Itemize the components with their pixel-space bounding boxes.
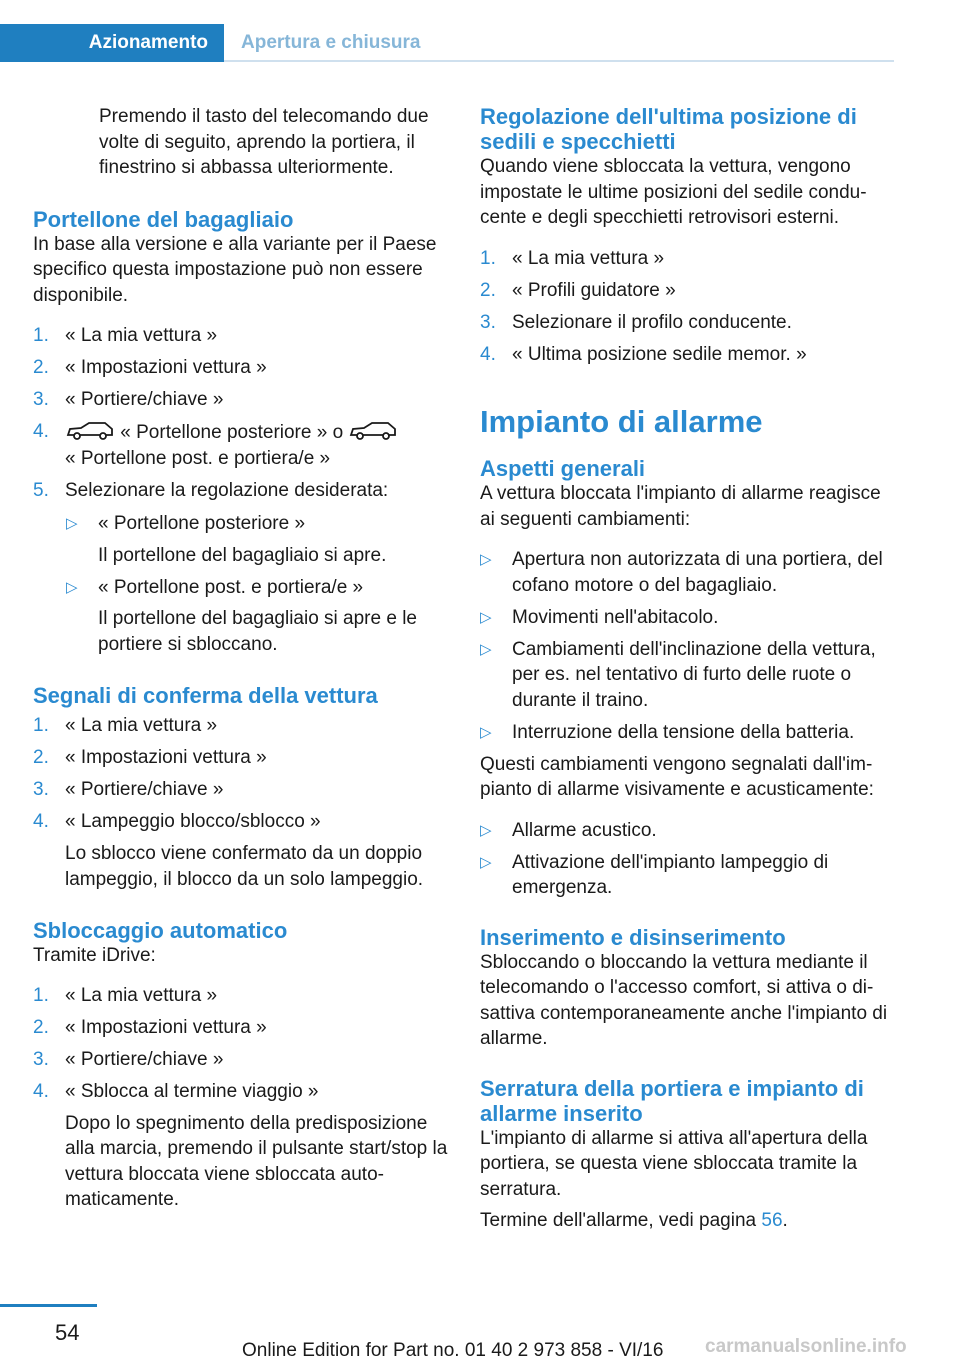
- section-tab[interactable]: [0, 24, 224, 62]
- list-item: 3. « Portiere/chiave »: [33, 389, 224, 410]
- tailgate-steps: [33, 323, 453, 657]
- list-item: 2. « Impostazioni vettura »: [33, 1016, 267, 1038]
- tailgate-options: [33, 511, 453, 657]
- triangle-bullet-icon: ▷: [66, 515, 78, 532]
- general-text: A vettura bloccata l'impianto di allarme reagisce ai seguenti cambiamenti:: [480, 483, 881, 530]
- list-item: 4. « Lampeggio blocco/sblocco »: [33, 811, 321, 832]
- memory-text: Quando viene sbloccata la vettura, vengono impostate le ultime posizioni del sedile conducente e degli specchietti retrovisori esterni.: [480, 156, 867, 228]
- right-column: [480, 104, 898, 1234]
- general-text2: Questi cambiamenti vengono segnalati dall'impianto di allarme visivamente e acusticamente:: [480, 753, 874, 800]
- triangle-bullet-icon: ▷: [480, 723, 492, 741]
- bullet-item: ▷ Interruzione della tensione della batteria.: [480, 720, 898, 746]
- autounlock-note: Dopo lo spegnimento della predisposizione alla marcia, premendo il pulsante start/stop la vettura bloccata viene sbloccata automaticamente.: [65, 1112, 448, 1210]
- heading-arming: Inserimento e disinserimento: [480, 924, 786, 950]
- bullet-item: ▷ Cambiamenti dell'inclinazione della vettura, per es. nel tentativo di furto delle ruote o durante il traino.: [480, 638, 876, 711]
- list-item: 3. « Portiere/chiave »: [33, 779, 224, 800]
- section-label: Azionamento: [88, 32, 208, 53]
- triangle-bullet-icon: ▷: [480, 551, 492, 568]
- page-number: 54: [55, 1320, 80, 1345]
- subsection-tab[interactable]: [224, 24, 894, 62]
- list-item: 1. « La mia vettura »: [480, 247, 665, 269]
- list-item: 2. « Impostazioni vettura »: [33, 357, 267, 378]
- bullet-item: ▷ Allarme acustico.: [480, 818, 898, 844]
- list-item: 4. « Sblocca al termine viaggio »: [33, 1080, 319, 1102]
- triangle-bullet-icon: ▷: [480, 853, 492, 871]
- page-link[interactable]: 56: [761, 1210, 783, 1231]
- list-item: 1. « La mia vettura »: [33, 715, 218, 736]
- bullet-item: ▷ « Portellone posteriore »: [66, 511, 453, 537]
- list-item: 4. « Ultima posizione sedile memor. »: [480, 343, 807, 365]
- option-desc: Il portellone del bagagliaio si apre.: [98, 544, 387, 566]
- bullet-item: ▷ Movimenti nell'abitacolo.: [480, 605, 898, 631]
- heading-general: Aspetti generali: [480, 456, 646, 481]
- edition-text: Online Edition for Part no. 01 40 2 973 858 - VI/16: [242, 1340, 664, 1361]
- car-tailgate-icon: [65, 419, 115, 441]
- triangle-bullet-icon: ▷: [480, 640, 492, 658]
- list-item: 2. « Profili guidatore »: [480, 279, 676, 301]
- autounlock-text: Tramite iDrive:: [33, 945, 156, 966]
- arming-text: Sbloccando o bloccando la vettura mediante il telecomando o l'accesso comfort, si attiva o disattiva contemporaneamente anche l'impianto di allarme.: [480, 951, 888, 1049]
- intro-text: Premendo il tasto del telecomando due volte di seguito, aprendo la portiera, il finestrino si abbassa ulteriormente.: [99, 106, 429, 178]
- heading-signals: Segnali di conferma della vettura: [33, 683, 378, 708]
- left-column: [33, 104, 453, 1213]
- heading-alarm: Impianto di allarme: [480, 404, 763, 439]
- watermark: carmanualsonline.info: [705, 1336, 907, 1357]
- autounlock-steps: [33, 983, 453, 1213]
- bullet-item: ▷ Attivazione dell'impianto lampeggio di emergenza.: [480, 851, 829, 898]
- car-tailgate-doors-icon: [348, 419, 398, 441]
- option-desc: Il portellone del bagagliaio si apre e le portiere si sbloccano.: [98, 608, 417, 655]
- doorlock-ref: Termine dell'allarme, vedi pagina 56.: [480, 1210, 788, 1231]
- list-item: 4. « Portellone posteriore » o « Portellone post. e portiera/e »: [33, 419, 453, 471]
- subsection-label: Apertura e chiusura: [241, 32, 421, 53]
- triangle-bullet-icon: ▷: [480, 821, 492, 839]
- header-bar: [0, 24, 894, 62]
- list-item: 1. « La mia vettura »: [33, 325, 218, 346]
- tailgate-text: In base alla versione e alla variante per il Paese specifico questa impostazione può non essere disponibile.: [33, 233, 437, 306]
- memory-steps: [480, 246, 898, 368]
- signals-steps: [33, 713, 453, 892]
- list-item: 3. « Portiere/chiave »: [33, 1048, 224, 1070]
- triangle-bullet-icon: ▷: [66, 578, 78, 596]
- footer-rule: [0, 1304, 97, 1307]
- heading-tailgate: Portellone del bagagliaio: [33, 206, 294, 232]
- list-item: 3. Selezionare il profilo conducente.: [480, 311, 792, 333]
- bullet-item: ▷ Apertura non autorizzata di una portiera, del cofano motore o del bagagliaio.: [480, 549, 883, 596]
- general-bullets2: [480, 818, 898, 901]
- heading-doorlock: Serratura della portiera e impianto di allarme inserito: [480, 1075, 864, 1126]
- heading-memory: Regolazione dell'ultima posizione di sedili e specchietti: [480, 104, 857, 154]
- list-item: 1. « La mia vettura »: [33, 984, 218, 1006]
- general-bullets: [480, 547, 898, 745]
- triangle-bullet-icon: ▷: [480, 608, 492, 626]
- doorlock-text: L'impianto di allarme si attiva all'apertura della portiera, se questa viene sbloccata tramite la serratura.: [480, 1127, 868, 1200]
- signals-note: Lo sblocco viene confermato da un doppio lampeggio, il blocco da un solo lampeggio.: [65, 843, 424, 890]
- list-item: 2. « Impostazioni vettura »: [33, 747, 267, 768]
- list-item: 5. Selezionare la regolazione desiderata:: [33, 479, 389, 501]
- heading-autounlock: Sbloccaggio automatico: [33, 918, 288, 943]
- bullet-item: ▷ « Portellone post. e portiera/e »: [66, 575, 453, 601]
